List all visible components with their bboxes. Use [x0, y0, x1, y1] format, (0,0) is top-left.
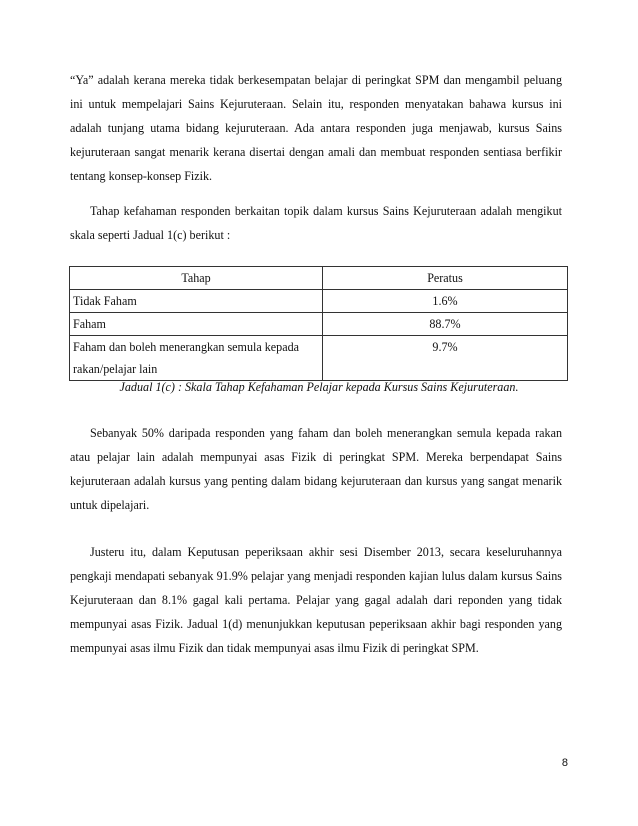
cell-peratus: 9.7% [323, 336, 568, 381]
paragraph-keputusan-peperiksaan: Justeru itu, dalam Keputusan peperiksaan akhir sesi Disember 2013, secara keseluruhannya pengkaji mendapati sebanyak 91.9% pelajar yang menjadi responden kajian lulus dalam kursus Sains Kejuruteraan dan 8.1% gagal kali pertama. Pelajar yang gagal adalah dari reponden yang tidak mempunyai asas Fizik. Jadual 1(d) menunjukkan keputusan peperiksaan akhir bagi responden yang mempunyai asas ilmu Fizik dan tidak mempunyai asas ilmu Fizik di peringkat SPM. [70, 545, 562, 655]
page-number: 8 [561, 757, 568, 769]
table-caption: Jadual 1(c) : Skala Tahap Kefahaman Pelajar kepada Kursus Sains Kejuruteraan. [119, 380, 519, 394]
cell-peratus: 88.7% [323, 313, 568, 336]
cell-tahap: Faham [70, 313, 323, 336]
paragraph-tahap-kefahaman-intro: Tahap kefahaman responden berkaitan topik dalam kursus Sains Kejuruteraan adalah mengikut skala seperti Jadual 1(c) berikut : [70, 204, 562, 242]
table-row [70, 313, 568, 336]
cell-tahap: Faham dan boleh menerangkan semula kepada rakan/pelajar lain [70, 336, 323, 381]
table-skala-tahap-kefahaman [69, 266, 568, 381]
column-header-peratus: Peratus [323, 267, 568, 290]
paragraph-sebanyak-50: Sebanyak 50% daripada responden yang faham dan boleh menerangkan semula kepada rakan atau pelajar lain adalah mempunyai asas Fizik di peringkat SPM. Mereka berpendapat Sains kejuruteraan adalah kursus yang penting dalam bidang kejuruteraan dan kursus yang sangat menarik untuk dipelajari. [70, 426, 562, 512]
paragraph-responden-ya: “Ya” adalah kerana mereka tidak berkesempatan belajar di peringkat SPM dan mengambil peluang ini untuk mempelajari Sains Kejuruteraan. Selain itu, responden menyatakan bahawa kursus ini adalah tunjang utama bidang kejuruteraan. Ada antara responden juga menjawab, kursus Sains kejuruteraan sangat menarik kerana disertai dengan amali dan membuat responden sentiasa berfikir tentang konsep-konsep Fizik. [70, 73, 562, 183]
table-header-row [70, 267, 568, 290]
cell-tahap: Tidak Faham [70, 290, 323, 313]
table-row [70, 336, 568, 381]
column-header-tahap: Tahap [70, 267, 323, 290]
cell-peratus: 1.6% [323, 290, 568, 313]
table-row [70, 290, 568, 313]
